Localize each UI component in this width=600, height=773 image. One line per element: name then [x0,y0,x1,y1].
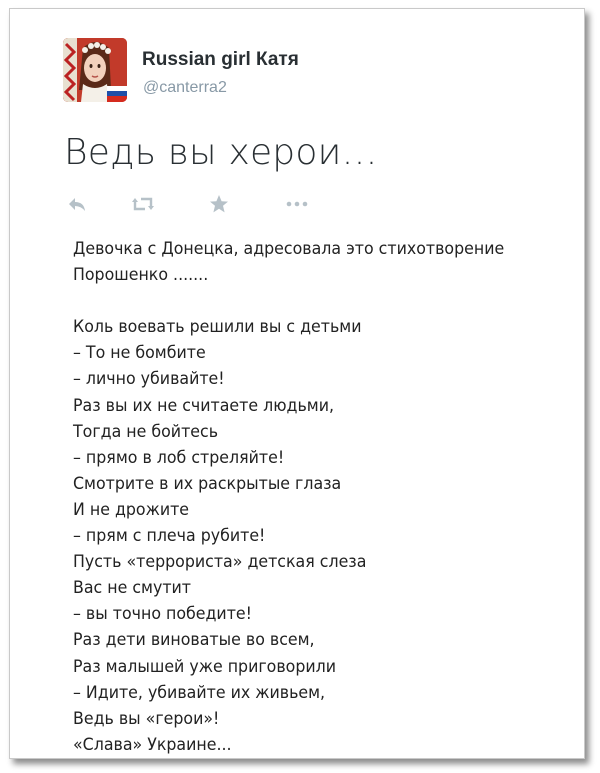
poem-line [73,288,538,314]
poem-line: Пусть «террориста» детская слеза [73,552,367,573]
poem-line: – прямо в лоб стреляйте! [73,447,285,468]
poem-text [73,236,538,758]
avatar[interactable] [63,38,127,102]
poem-line: И не дрожите [73,499,190,520]
retweet-button[interactable] [129,191,157,217]
reply-button[interactable] [65,191,89,217]
poem-line: Раз малышей уже приговорили [73,656,337,677]
poem-line: Смотрите в их раскрытые глаза [73,473,342,494]
poem-line: Тогда не бойтесь [73,421,219,442]
reply-icon [67,196,87,212]
favorite-button[interactable] [207,191,231,217]
user-handle[interactable]: @canterra2 [143,79,227,96]
poem-line: Раз дети виноватые во всем, [73,630,315,651]
star-icon [209,194,229,214]
poem-line: «Слава» Украине... [73,734,232,755]
screenshot-frame [9,8,585,759]
display-name[interactable]: Russian girl Катя [142,49,299,70]
poem-line: – прям с плеча рубите! [73,526,266,547]
more-button[interactable] [283,191,311,217]
poem-line: Раз вы их не считаете людьми, [73,395,335,416]
tweet-actions [65,191,325,217]
retweet-icon [131,196,155,212]
poem-line: Коль воевать решили вы с детьми [73,317,362,338]
poem-line: Порошенко ....... [73,265,209,286]
poem-line: Вас не смутит [73,578,192,599]
tweet-text: Ведь вы херои… [64,132,378,173]
poem-line: Ведь вы «герои»! [73,708,220,729]
poem-line: – лично убивайте! [73,369,225,390]
poem-line: Девочка с Донецка, адресовала это стихотворение [73,239,505,259]
avatar-image [63,38,127,102]
poem-line: – Идите, убивайте их живьем, [73,682,326,703]
poem-line: – То не бомбите [73,343,206,364]
poem-line: – вы точно победите! [73,604,252,625]
more-dots-icon [285,200,309,208]
